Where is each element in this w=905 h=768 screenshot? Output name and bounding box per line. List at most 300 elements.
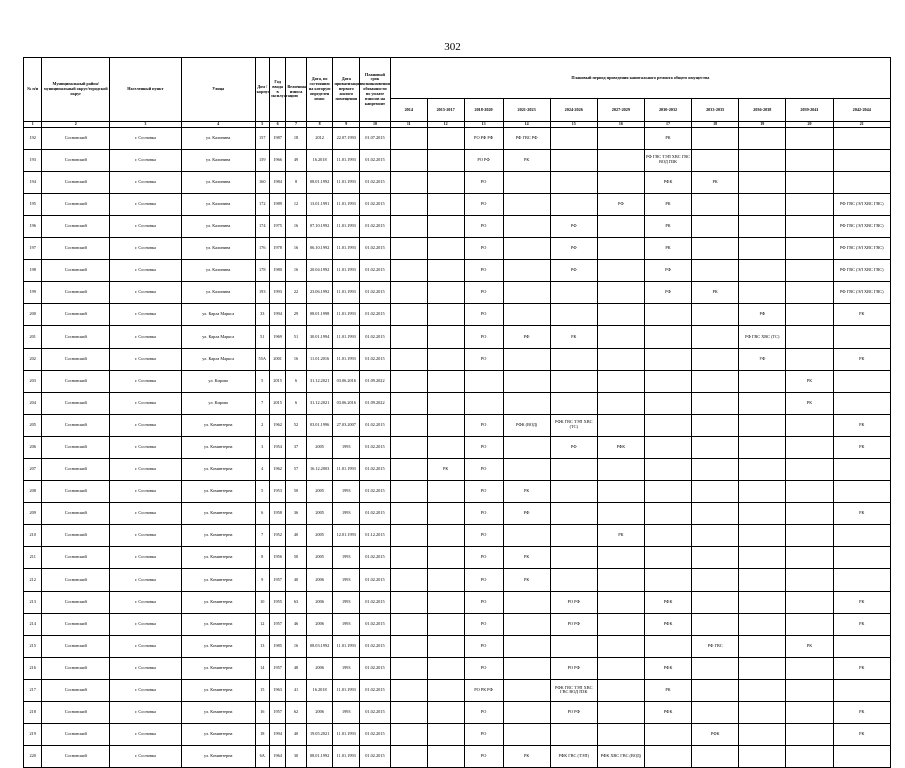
period-cell [739,613,786,635]
year-cell: 1955 [269,591,285,613]
municipal-cell: Сосновский [42,215,110,237]
house-cell: 5 [255,481,269,503]
period-cell [786,657,833,679]
condition-date-cell: 2012 [306,127,333,149]
period-cell: РФ ГВС ХВС (ТС) [739,326,786,348]
period-cell [390,679,427,701]
year-cell: 1954 [269,436,285,458]
year-cell: 2015 [269,370,285,392]
period-cell [833,481,890,503]
period-cell [597,569,644,591]
period-cell [427,569,464,591]
house-cell: 178 [255,260,269,282]
header-period: 2033-2035 [692,99,739,122]
row-number: 204 [24,392,42,414]
condition-date-cell: 2005 [306,481,333,503]
obligation-date-cell: 01.02.2015 [360,702,391,724]
period-cell [427,436,464,458]
obligation-date-cell: 01.02.2015 [360,436,391,458]
column-number: 12 [427,122,464,128]
wear-cell: 50 [286,547,306,569]
period-cell [427,635,464,657]
condition-date-cell: 2005 [306,547,333,569]
column-number: 20 [786,122,833,128]
municipal-cell: Сосновский [42,127,110,149]
period-cell [692,260,739,282]
period-cell [739,127,786,149]
period-cell [786,238,833,260]
house-cell: 174 [255,215,269,237]
year-cell: 1963 [269,679,285,701]
header-period: 2015-2017 [427,99,464,122]
house-cell: 193 [255,282,269,304]
period-cell [739,215,786,237]
municipal-cell: Сосновский [42,724,110,746]
period-cell [390,436,427,458]
house-cell: 10 [255,591,269,613]
house-cell: 176 [255,238,269,260]
table-row [24,348,891,370]
settlement-cell: г. Сосновка [110,679,182,701]
period-cell [833,370,890,392]
period-cell: РО [464,282,503,304]
period-cell [503,613,550,635]
settlement-cell: г. Сосновка [110,348,182,370]
period-cell [550,282,597,304]
year-cell: 2015 [269,392,285,414]
period-cell: РК [597,525,644,547]
house-cell: 7 [255,392,269,414]
municipal-cell: Сосновский [42,746,110,768]
obligation-date-cell: 01.02.2015 [360,215,391,237]
obligation-date-cell: 01.02.2015 [360,193,391,215]
header-period: 2018-2020 [464,99,503,122]
period-cell: РК [644,193,691,215]
period-cell [692,657,739,679]
table-row [24,238,891,260]
column-number: 5 [255,122,269,128]
column-number: 11 [390,122,427,128]
privatization-date-cell: 11.01.1993 [333,149,360,171]
period-cell: РО РФ [550,702,597,724]
period-cell [692,436,739,458]
period-cell [597,304,644,326]
period-cell [692,392,739,414]
header-wear: Величина износа [286,58,306,122]
wear-cell: 12 [286,193,306,215]
header-condition-date: Дата, по состоянию на которую определен износ [306,58,333,122]
period-cell [739,414,786,436]
period-cell: РФК [597,436,644,458]
municipal-cell: Сосновский [42,679,110,701]
period-cell [550,724,597,746]
row-number: 218 [24,702,42,724]
period-cell [833,459,890,481]
period-cell [597,657,644,679]
municipal-cell: Сосновский [42,304,110,326]
column-number: 13 [464,122,503,128]
period-cell [597,260,644,282]
period-cell [427,724,464,746]
table-row [24,657,891,679]
condition-date-cell: 31.12.2021 [306,370,333,392]
house-cell: 5 [255,370,269,392]
period-cell [644,348,691,370]
wear-cell: 37 [286,436,306,458]
period-cell: РО [464,503,503,525]
column-number: 17 [644,122,691,128]
period-cell [739,481,786,503]
municipal-cell: Сосновский [42,436,110,458]
wear-cell: 46 [286,613,306,635]
table-row [24,171,891,193]
period-cell [550,127,597,149]
period-cell [503,392,550,414]
municipal-cell: Сосновский [42,282,110,304]
municipal-cell: Сосновский [42,326,110,348]
period-cell [786,436,833,458]
condition-date-cell: 16.2018 [306,679,333,701]
period-cell [550,481,597,503]
row-number: 208 [24,481,42,503]
period-cell: РФК [644,657,691,679]
privatization-date-cell: 1993 [333,503,360,525]
municipal-cell: Сосновский [42,613,110,635]
condition-date-cell: 03.01.1996 [306,414,333,436]
row-number: 201 [24,326,42,348]
period-cell [427,238,464,260]
period-cell: РФ ГВС (ЭЛ ХВС ГВС) [833,282,890,304]
house-cell: 6 [255,503,269,525]
condition-date-cell: 07.10.1992 [306,215,333,237]
street-cell: ул. Калинина [181,149,255,171]
house-cell: 157 [255,127,269,149]
period-cell [644,436,691,458]
period-cell [786,525,833,547]
wear-cell: 29 [286,304,306,326]
period-cell: РО [464,304,503,326]
period-cell [390,724,427,746]
period-cell [833,326,890,348]
settlement-cell: г. Сосновка [110,591,182,613]
settlement-cell: г. Сосновка [110,282,182,304]
period-cell [739,746,786,768]
row-number: 214 [24,613,42,635]
period-cell [833,746,890,768]
period-cell [644,635,691,657]
wear-cell: 16 [286,635,306,657]
street-cell: ул. Коминтерна [181,547,255,569]
street-cell: ул. Калинина [181,260,255,282]
period-cell [503,459,550,481]
municipal-cell: Сосновский [42,348,110,370]
house-cell: 15 [255,679,269,701]
privatization-date-cell: 11.01.1993 [333,304,360,326]
year-cell: 1962 [269,414,285,436]
row-number: 206 [24,436,42,458]
period-cell [786,547,833,569]
condition-date-cell: 13.01.1991 [306,193,333,215]
period-cell: РФК [644,591,691,613]
period-cell [692,149,739,171]
period-cell [786,702,833,724]
street-cell: ул. Калинина [181,238,255,260]
period-cell [786,481,833,503]
period-cell [427,525,464,547]
municipal-cell: Сосновский [42,149,110,171]
table-row [24,547,891,569]
period-cell [786,282,833,304]
row-number: 196 [24,215,42,237]
wear-cell: 50 [286,481,306,503]
privatization-date-cell: 11.01.1993 [333,326,360,348]
row-number: 210 [24,525,42,547]
period-cell [597,392,644,414]
house-cell: 18 [255,724,269,746]
period-cell: РК [550,326,597,348]
period-cell [597,702,644,724]
period-cell: РО [464,613,503,635]
period-cell [550,149,597,171]
header-street: Улица [181,58,255,122]
period-cell: РФ [597,193,644,215]
privatization-date-cell: 11.01.1993 [333,215,360,237]
period-cell [597,171,644,193]
settlement-cell: г. Сосновка [110,149,182,171]
year-cell: 1985 [269,635,285,657]
obligation-date-cell: 01.02.2015 [360,238,391,260]
condition-date-cell: 08.03.1992 [306,635,333,657]
privatization-date-cell: 11.01.1993 [333,679,360,701]
period-cell [739,238,786,260]
obligation-date-cell: 01.02.2015 [360,260,391,282]
privatization-date-cell: 11.01.1993 [333,282,360,304]
row-number: 200 [24,304,42,326]
street-cell: ул. Калинина [181,171,255,193]
settlement-cell: г. Сосновка [110,547,182,569]
period-cell [644,724,691,746]
municipal-cell: Сосновский [42,591,110,613]
period-cell [833,392,890,414]
period-cell: РФК [644,171,691,193]
street-cell: ул. Карла Маркса [181,348,255,370]
wear-cell: 48 [286,657,306,679]
period-cell [786,746,833,768]
period-cell [739,282,786,304]
period-cell [644,503,691,525]
column-number: 19 [739,122,786,128]
period-cell [550,171,597,193]
municipal-cell: Сосновский [42,635,110,657]
street-cell: ул. Карла Маркса [181,304,255,326]
condition-date-cell: 16.2018 [306,149,333,171]
period-cell [550,304,597,326]
wear-cell: 6 [286,392,306,414]
period-cell [390,370,427,392]
period-cell [390,635,427,657]
table-row [24,436,891,458]
period-cell [833,679,890,701]
house-cell: 13 [255,635,269,657]
period-cell [427,127,464,149]
column-number: 16 [597,122,644,128]
obligation-date-cell: 01.02.2015 [360,657,391,679]
table-row [24,746,891,768]
table-row [24,459,891,481]
obligation-date-cell: 01.02.2015 [360,149,391,171]
period-cell [786,127,833,149]
privatization-date-cell: 1993 [333,591,360,613]
period-cell [427,193,464,215]
row-number: 197 [24,238,42,260]
period-cell [550,459,597,481]
obligation-date-cell: 01.07.2015 [360,127,391,149]
period-cell [739,171,786,193]
house-cell: 51 [255,326,269,348]
period-cell [692,702,739,724]
year-cell: 1994 [269,304,285,326]
period-cell [597,679,644,701]
period-cell: РО [464,459,503,481]
period-cell [427,414,464,436]
table-row [24,127,891,149]
period-cell [427,370,464,392]
municipal-cell: Сосновский [42,569,110,591]
period-cell [550,635,597,657]
period-cell [390,525,427,547]
row-number: 205 [24,414,42,436]
period-cell: РК [644,127,691,149]
period-cell: РО [464,547,503,569]
street-cell: ул. Коминтерна [181,702,255,724]
period-cell [390,260,427,282]
privatization-date-cell: 1993 [333,436,360,458]
header-privatization-date: Дата приватизации первого жилого помещения [333,58,360,122]
street-cell: ул. Коминтерна [181,503,255,525]
privatization-date-cell: 11.01.1993 [333,635,360,657]
row-number: 202 [24,348,42,370]
period-cell [550,525,597,547]
year-cell: 1978 [269,238,285,260]
obligation-date-cell: 01.12.2015 [360,525,391,547]
period-cell: РО [464,591,503,613]
settlement-cell: г. Сосновка [110,238,182,260]
period-cell [390,591,427,613]
table-row [24,591,891,613]
obligation-date-cell: 01.02.2015 [360,547,391,569]
wear-cell: 63 [286,591,306,613]
year-cell: 1975 [269,215,285,237]
period-cell [692,326,739,348]
period-cell: РО РФ [550,613,597,635]
period-cell: РО РФ [464,149,503,171]
period-cell [786,459,833,481]
period-cell [503,370,550,392]
period-cell [692,746,739,768]
period-cell [427,702,464,724]
table-row [24,193,891,215]
page-number: 302 [444,41,461,53]
wear-cell: 40 [286,724,306,746]
period-cell [739,436,786,458]
condition-date-cell: 23.06.1992 [306,282,333,304]
column-number: 10 [360,122,391,128]
municipal-cell: Сосновский [42,481,110,503]
obligation-date-cell: 01.02.2015 [360,481,391,503]
header-period: 2021-2023 [503,99,550,122]
period-cell [550,392,597,414]
privatization-date-cell: 11.01.1993 [333,171,360,193]
column-number: 1 [24,122,42,128]
privatization-date-cell: 11.01.1993 [333,260,360,282]
period-cell [692,215,739,237]
period-cell [503,657,550,679]
year-cell: 1962 [269,459,285,481]
period-cell [550,193,597,215]
period-cell: РК [833,304,890,326]
condition-date-cell: 2006 [306,591,333,613]
settlement-cell: г. Сосновка [110,127,182,149]
street-cell: ул. Коминтерна [181,679,255,701]
settlement-cell: г. Сосновка [110,414,182,436]
wear-cell: 52 [286,414,306,436]
condition-date-cell: 11.01.2016 [306,348,333,370]
period-cell [427,503,464,525]
period-cell: РК [503,746,550,768]
obligation-date-cell: 01.02.2015 [360,635,391,657]
period-cell [692,503,739,525]
condition-date-cell: 2006 [306,569,333,591]
municipal-cell: Сосновский [42,414,110,436]
period-cell [503,238,550,260]
wear-cell: 16 [286,348,306,370]
street-cell: ул. Кирова [181,392,255,414]
period-cell [692,127,739,149]
settlement-cell: г. Сосновка [110,171,182,193]
year-cell: 1964 [269,746,285,768]
period-cell [739,591,786,613]
table-row [24,304,891,326]
row-number: 192 [24,127,42,149]
municipal-cell: Сосновский [42,503,110,525]
street-cell: ул. Калинина [181,127,255,149]
house-cell: 55А [255,348,269,370]
house-cell: 160 [255,171,269,193]
year-cell: 1980 [269,260,285,282]
year-cell: 1993 [269,282,285,304]
period-cell [786,591,833,613]
street-cell: ул. Кирова [181,370,255,392]
period-cell [786,348,833,370]
period-cell: РК [833,348,890,370]
period-cell: РО [464,569,503,591]
period-cell [833,171,890,193]
municipal-cell: Сосновский [42,238,110,260]
period-cell: РК [427,459,464,481]
privatization-date-cell: 27.03.2007 [333,414,360,436]
period-cell: РФ [550,260,597,282]
period-cell: РО [464,724,503,746]
period-cell [503,436,550,458]
period-cell [644,525,691,547]
column-number: 6 [269,122,285,128]
obligation-date-cell: 01.02.2015 [360,459,391,481]
period-cell [503,193,550,215]
obligation-date-cell: 01.02.2015 [360,679,391,701]
privatization-date-cell: 22.07.1993 [333,127,360,149]
period-cell [833,127,890,149]
period-cell: РК [786,635,833,657]
